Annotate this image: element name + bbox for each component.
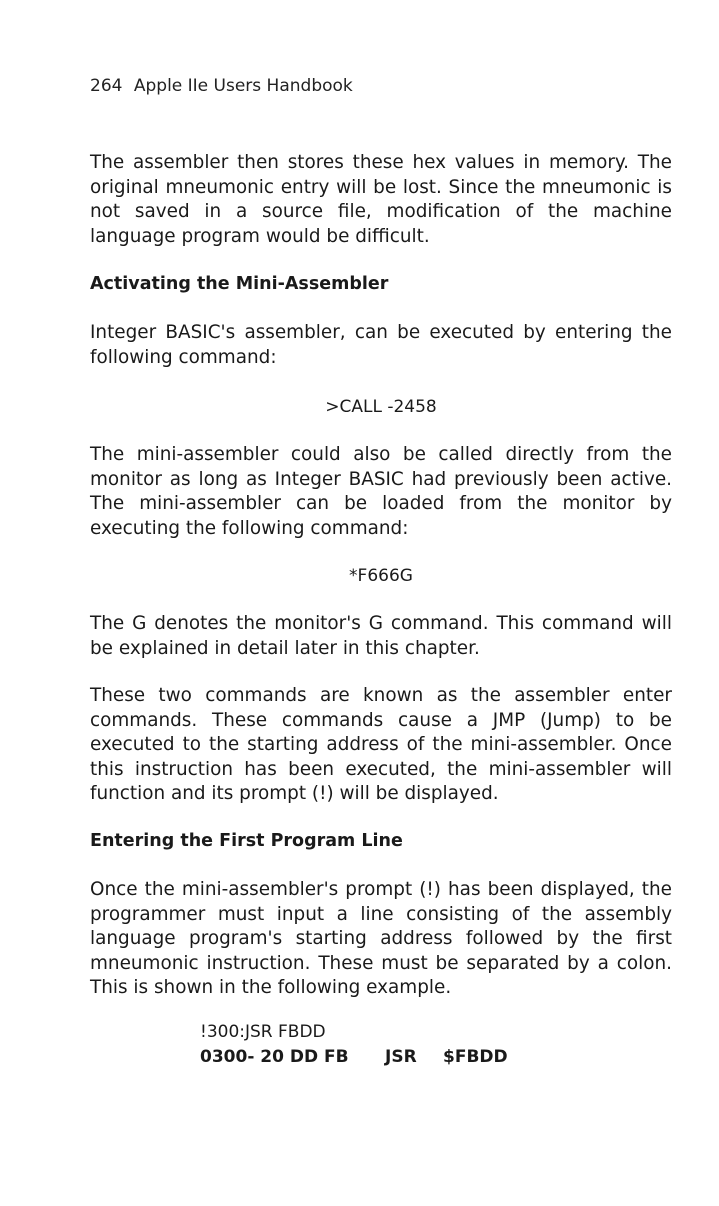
output-opcode: JSR — [385, 1047, 417, 1067]
section-heading-activating: Activating the Mini-Assembler — [90, 274, 389, 294]
running-header — [90, 76, 353, 96]
paragraph-6: Once the mini-assembler's prompt (!) has been displayed, the programmer must input a line consisting of the assembly language program's starting address followed by the first mneumonic instruction. These must be separated by a colon. This is shown in the following example. — [90, 879, 672, 998]
section-heading-entering: Entering the First Program Line — [90, 831, 403, 851]
example-input-line: !300:JSR FBDD — [200, 1022, 326, 1042]
example-output-line — [200, 1047, 508, 1067]
paragraph-3: The mini-assembler could also be called directly from the monitor as long as Integer BASIC had previously been active. The mini-assembler can be loaded from the monitor by executing the following command: — [90, 444, 672, 539]
paragraph-2: Integer BASIC's assembler, can be executed by entering the following command: — [90, 322, 672, 368]
paragraph-4: The G denotes the monitor's G command. This command will be explained in detail later in this chapter. — [90, 613, 672, 659]
paragraph-5: These two commands are known as the assembler enter commands. These commands cause a JMP (Jump) to be executed to the starting address of the mini-assembler. Once this instruction has been executed, the mini-assembler will function and its prompt (!) will be displayed. — [90, 685, 672, 804]
call-command: >CALL -2458 — [325, 397, 437, 417]
output-address: 0300- 20 DD FB — [200, 1047, 349, 1067]
page-number: 264 — [90, 76, 123, 96]
monitor-command: *F666G — [349, 566, 413, 586]
running-title: Apple IIe Users Handbook — [133, 76, 353, 96]
paragraph-1: The assembler then stores these hex values in memory. The original mneumonic entry will be lost. Since the mneumonic is not saved in a source file, modification of the machine language program would be difficult. — [90, 152, 672, 247]
output-operand: $FBDD — [443, 1047, 508, 1067]
